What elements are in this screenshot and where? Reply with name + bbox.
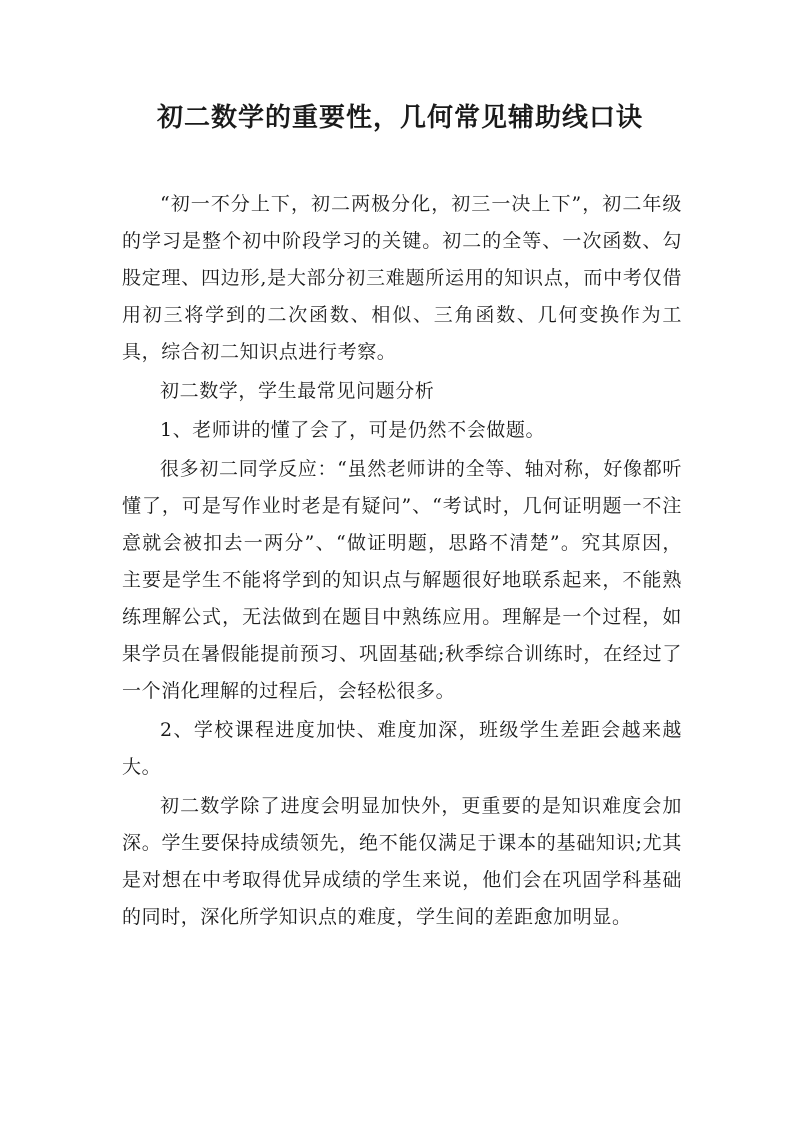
paragraph-problem-2: 2、学校课程进度加快、难度加深，班级学生差距会越来越大。 [122,719,682,778]
document-title: 初二数学的重要性，几何常见辅助线口诀 [156,103,643,133]
paragraph-problem-1: 1、老师讲的懂了会了，可是仍然不会做题。 [160,419,546,441]
paragraph-problem-2-detail: 初二数学除了进度会明显加快外，更重要的是知识难度会加深。学生要保持成绩领先，绝不能仅满足于课本的基础知识;尤其是对想在中考取得优异成绩的学生来说，他们会在巩固学科基础的同时，深化所学知识点的难度，学生间的差距愈加明显。 [122,795,682,928]
paragraph-intro: “初一不分上下，初二两极分化，初三一决上下”，初二年级的学习是整个初中阶段学习的关键。初二的全等、一次函数、勾股定理、四边形,是大部分初三难题所运用的知识点，而中考仅借用初三将学到的二次函数、相似、三角函数、几何变换作为工具，综合初二知识点进行考察。 [122,193,682,363]
paragraph-problem-1-detail: 很多初二同学反应：“虽然老师讲的全等、轴对称，好像都听懂了，可是写作业时老是有疑问”、“考试时，几何证明题一不注意就会被扣去一两分”、“做证明题，思路不清楚”。究其原因，主要是学生不能将学到的知识点与解题很好地联系起来，不能熟练理解公式，无法做到在题目中熟练应用。理解是一个过程，如果学员在暑假能提前预习、巩固基础;秋季综合训练时，在经过了一个消化理解的过程后，会轻松很多。 [122,458,682,702]
paragraph-section-heading: 初二数学，学生最常见问题分析 [160,380,435,402]
document-body [122,186,682,936]
